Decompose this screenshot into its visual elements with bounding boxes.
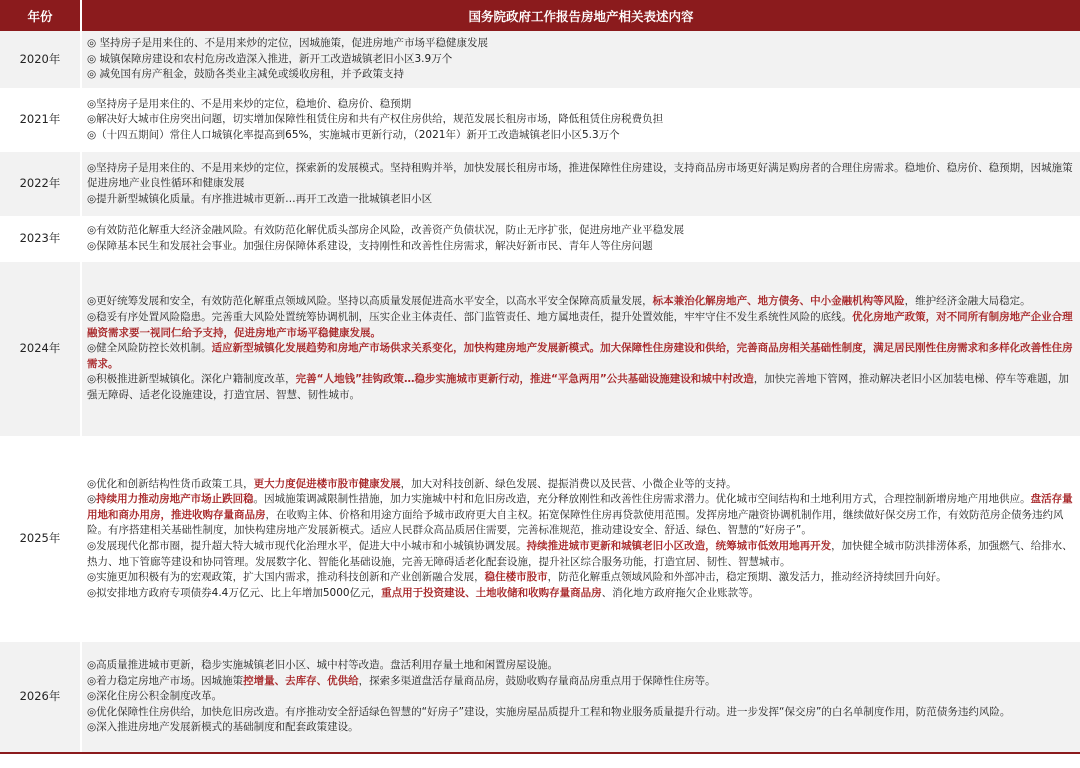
text-segment: ◎深化住房公积金制度改革。 bbox=[87, 690, 223, 703]
text-segment: ◎更好统筹发展和安全，有效防范化解重点领域风险。坚持以高质量发展促进高水平安全，以高水平安全保障高质量发展， bbox=[87, 295, 653, 308]
header-year: 年份 bbox=[0, 0, 81, 31]
content-line bbox=[87, 341, 1074, 372]
text-segment: ，加快完善地下管网，推动解决老旧小区加装电梯、停车等难题，加强无障碍、适老化设施建设，打造宜居、智慧、韧性城市。 bbox=[87, 373, 1069, 401]
text-segment: ◎健全风险防控长效机制。 bbox=[87, 342, 212, 355]
content-line bbox=[87, 239, 1074, 255]
text-segment: ◎高质量推进城市更新，稳步实施城镇老旧小区、城中村等改造。盘活利用存量土地和闲置房屋设施。 bbox=[87, 659, 559, 672]
text-segment: ◎坚持房子是用来住的、不是用来炒的定位，稳地价、稳房价、稳预期 bbox=[87, 97, 412, 110]
text-segment: 、消化地方政府拖欠企业账款等。 bbox=[601, 586, 760, 599]
text-segment: ，防范化解重点领域风险和外部冲击，稳定预期、激发活力，推动经济持续回升向好。 bbox=[547, 571, 947, 584]
year-cell: 2023年 bbox=[0, 217, 81, 261]
content-line bbox=[87, 192, 1074, 208]
header-content: 国务院政府工作报告房地产相关表述内容 bbox=[81, 0, 1080, 31]
text-segment: ，加快健全城市防洪排涝体系，加强燃气、给排水、热力、地下管廊等建设和协同管理。发展数字化、智能化基础设施，完善无障碍适老化配套设施，提升社区综合服务功能，打造宜居、韧性、智慧城市。 bbox=[87, 540, 1073, 568]
content-line bbox=[87, 570, 1074, 586]
content-line bbox=[87, 492, 1074, 539]
table-row bbox=[0, 31, 1080, 89]
highlighted-text: 标本兼治化解房地产、地方债务、中小金融机构等风险 bbox=[652, 295, 905, 308]
content-line bbox=[87, 52, 1074, 68]
year-cell: 2021年 bbox=[0, 89, 81, 151]
year-cell: 2022年 bbox=[0, 151, 81, 217]
text-segment: ，在收购主体、价格和用途方面给予城市政府更大自主权。拓宽保障性住房再贷款使用范围。发挥房地产融资协调机制作用，继续做好保交房工作，有效防范房企债务违约风险。有序搭建相关基础性制度，加快构建房地产发展新模式。适应人民群众高品质居住需要，完善标准规范，推动建设安全、舒适、绿色、智慧的“好房子”。 bbox=[87, 508, 1064, 537]
content-line bbox=[87, 112, 1074, 128]
text-segment: ◎解决好大城市住房突出问题，切实增加保障性租赁住房和共有产权住房供给，规范发展长租房市场，降低租赁住房税费负担 bbox=[87, 113, 664, 126]
content-line bbox=[87, 539, 1074, 570]
content-cell bbox=[81, 89, 1080, 151]
text-segment: ◎稳妥有序处置风险隐患。完善重大风险处置统筹协调机制，压实企业主体责任、部门监管责任、地方属地责任，提升处置效能，牢牢守住不发生系统性风险的底线。 bbox=[87, 311, 853, 324]
content-line bbox=[87, 689, 1074, 705]
content-line bbox=[87, 586, 1074, 602]
table-header-row bbox=[0, 0, 1080, 31]
content-line bbox=[87, 658, 1074, 674]
highlighted-text: 适应新型城镇化发展趋势和房地产市场供求关系变化，加快构建房地产发展新模式。加大保障性住房建设和供给，完善商品房相关基础性制度，满足居民刚性住房需求和多样化改善性住房需求。 bbox=[87, 342, 1073, 370]
content-line bbox=[87, 128, 1074, 144]
text-segment: ◎实施更加积极有为的宏观政策，扩大国内需求，推动科技创新和产业创新融合发展， bbox=[87, 571, 485, 584]
content-line bbox=[87, 720, 1074, 736]
highlighted-text: 重点用于投资建设、土地收储和收购存量商品房 bbox=[381, 586, 602, 599]
highlighted-text: 持续推进城市更新和城镇老旧小区改造，统筹城市低效用地再开发 bbox=[526, 540, 832, 552]
content-line bbox=[87, 674, 1074, 690]
table-row bbox=[0, 89, 1080, 151]
table-body bbox=[0, 31, 1080, 753]
text-segment: ◎深入推进房地产发展新模式的基础制度和配套政策建设。 bbox=[87, 721, 359, 734]
text-segment: ，探索多渠道盘活存量商品房，鼓励收购存量商品房重点用于保障性住房等。 bbox=[358, 674, 716, 687]
highlighted-text: 控增量、去库存、优供给 bbox=[243, 674, 359, 687]
text-segment: ◎拟安排地方政府专项债券4.4万亿元、比上年增加5000亿元， bbox=[87, 586, 382, 599]
text-segment: ◎优化和创新结构性货币政策工具， bbox=[87, 477, 254, 490]
content-line bbox=[87, 705, 1074, 721]
content-cell bbox=[81, 217, 1080, 261]
text-segment: ，加大对科技创新、绿色发展、提振消费以及民营、小微企业等的支持。 bbox=[400, 477, 737, 490]
text-segment: ◎优化保障性住房供给，加快危旧房改造。有序推动安全舒适绿色智慧的“好房子”建设，实施房屋品质提升工程和物业服务质量提升行动。进一步发挥“保交房”的白名单制度作用，防范债务违约风险。 bbox=[87, 705, 1011, 718]
text-segment: ，维护经济金融大局稳定。 bbox=[904, 295, 1031, 308]
content-line bbox=[87, 223, 1074, 239]
highlighted-text: 优化房地产政策，对不同所有制房地产企业合理融资需求要一视同仁给予支持，促进房地产市场平稳健康发展。 bbox=[87, 311, 1073, 339]
text-segment: ◎坚持房子是用来住的、不是用来炒的定位，探索新的发展模式。坚持租购并举，加快发展长租房市场，推进保障性住房建设，支持商品房市场更好满足购房者的合理住房需求。稳地价、稳房价、稳预期，因城施策促进房地产业良性循环和健康发展 bbox=[87, 161, 1073, 190]
table-row bbox=[0, 437, 1080, 641]
text-segment: ◎有效防范化解重大经济金融风险。有效防范化解优质头部房企风险，改善资产负债状况，防止无序扩张，促进房地产业平稳发展 bbox=[87, 224, 685, 237]
text-segment: 。因城施策调减限制性措施，加力实施城中村和危旧房改造，充分释放刚性和改善性住房需求潜力。优化城市空间结构和土地利用方式，合理控制新增房地产用地供应。 bbox=[253, 493, 1031, 506]
table-row bbox=[0, 151, 1080, 217]
content-line bbox=[87, 477, 1074, 493]
text-segment: ◎保障基本民生和发展社会事业。加强住房保障体系建设，支持刚性和改善性住房需求，解决好新市民、青年人等住房问题 bbox=[87, 240, 653, 252]
highlighted-text: 持续用力推动房地产市场止跌回稳 bbox=[96, 493, 254, 506]
content-cell bbox=[81, 641, 1080, 753]
content-line bbox=[87, 310, 1074, 341]
table-row bbox=[0, 261, 1080, 437]
highlighted-text: 更大力度促进楼市股市健康发展 bbox=[253, 477, 401, 490]
text-segment: ◎ bbox=[87, 493, 97, 506]
text-segment: ◎积极推进新型城镇化。深化户籍制度改革， bbox=[87, 373, 296, 386]
content-line bbox=[87, 36, 1074, 52]
content-line bbox=[87, 67, 1074, 83]
content-line bbox=[87, 161, 1074, 192]
table-row bbox=[0, 217, 1080, 261]
year-cell: 2025年 bbox=[0, 437, 81, 641]
content-cell bbox=[81, 437, 1080, 641]
text-segment: ◎ 坚持房子是用来住的、不是用来炒的定位，因城施策，促进房地产市场平稳健康发展 bbox=[87, 37, 488, 50]
highlighted-text: 完善“人地钱”挂钩政策…稳步实施城市更新行动，推进“平急两用”公共基础设施建设和城中村改造 bbox=[295, 373, 754, 386]
year-cell: 2024年 bbox=[0, 261, 81, 437]
text-segment: ◎着力稳定房地产市场。因城施策 bbox=[87, 674, 244, 687]
text-segment: ◎ 城镇保障房建设和农村危房改造深入推进，新开工改造城镇老旧小区3.9万个 bbox=[87, 52, 453, 65]
text-segment: ◎提升新型城镇化质量。有序推进城市更新…再开工改造一批城镇老旧小区 bbox=[87, 192, 433, 205]
content-line bbox=[87, 97, 1074, 113]
content-line bbox=[87, 294, 1074, 310]
highlighted-text: 盘活存量用地和商办用房，推进收购存量商品房 bbox=[87, 493, 1073, 521]
text-segment: ◎（十四五期间）常住人口城镇化率提高到65%，实施城市更新行动，（2021年）新开工改造城镇老旧小区5.3万个 bbox=[87, 128, 620, 141]
text-segment: ◎发展现代化都市圈，提升超大特大城市现代化治理水平，促进大中小城市和小城镇协调发展。 bbox=[87, 540, 527, 552]
content-cell bbox=[81, 31, 1080, 89]
year-cell: 2026年 bbox=[0, 641, 81, 753]
table-row bbox=[0, 641, 1080, 753]
highlighted-text: 稳住楼市股市 bbox=[484, 571, 548, 584]
content-line bbox=[87, 372, 1074, 403]
content-cell bbox=[81, 261, 1080, 437]
content-cell bbox=[81, 151, 1080, 217]
text-segment: ◎ 减免国有房产租金，鼓励各类业主减免或缓收房租，并予政策支持 bbox=[87, 68, 404, 81]
year-cell: 2020年 bbox=[0, 31, 81, 89]
